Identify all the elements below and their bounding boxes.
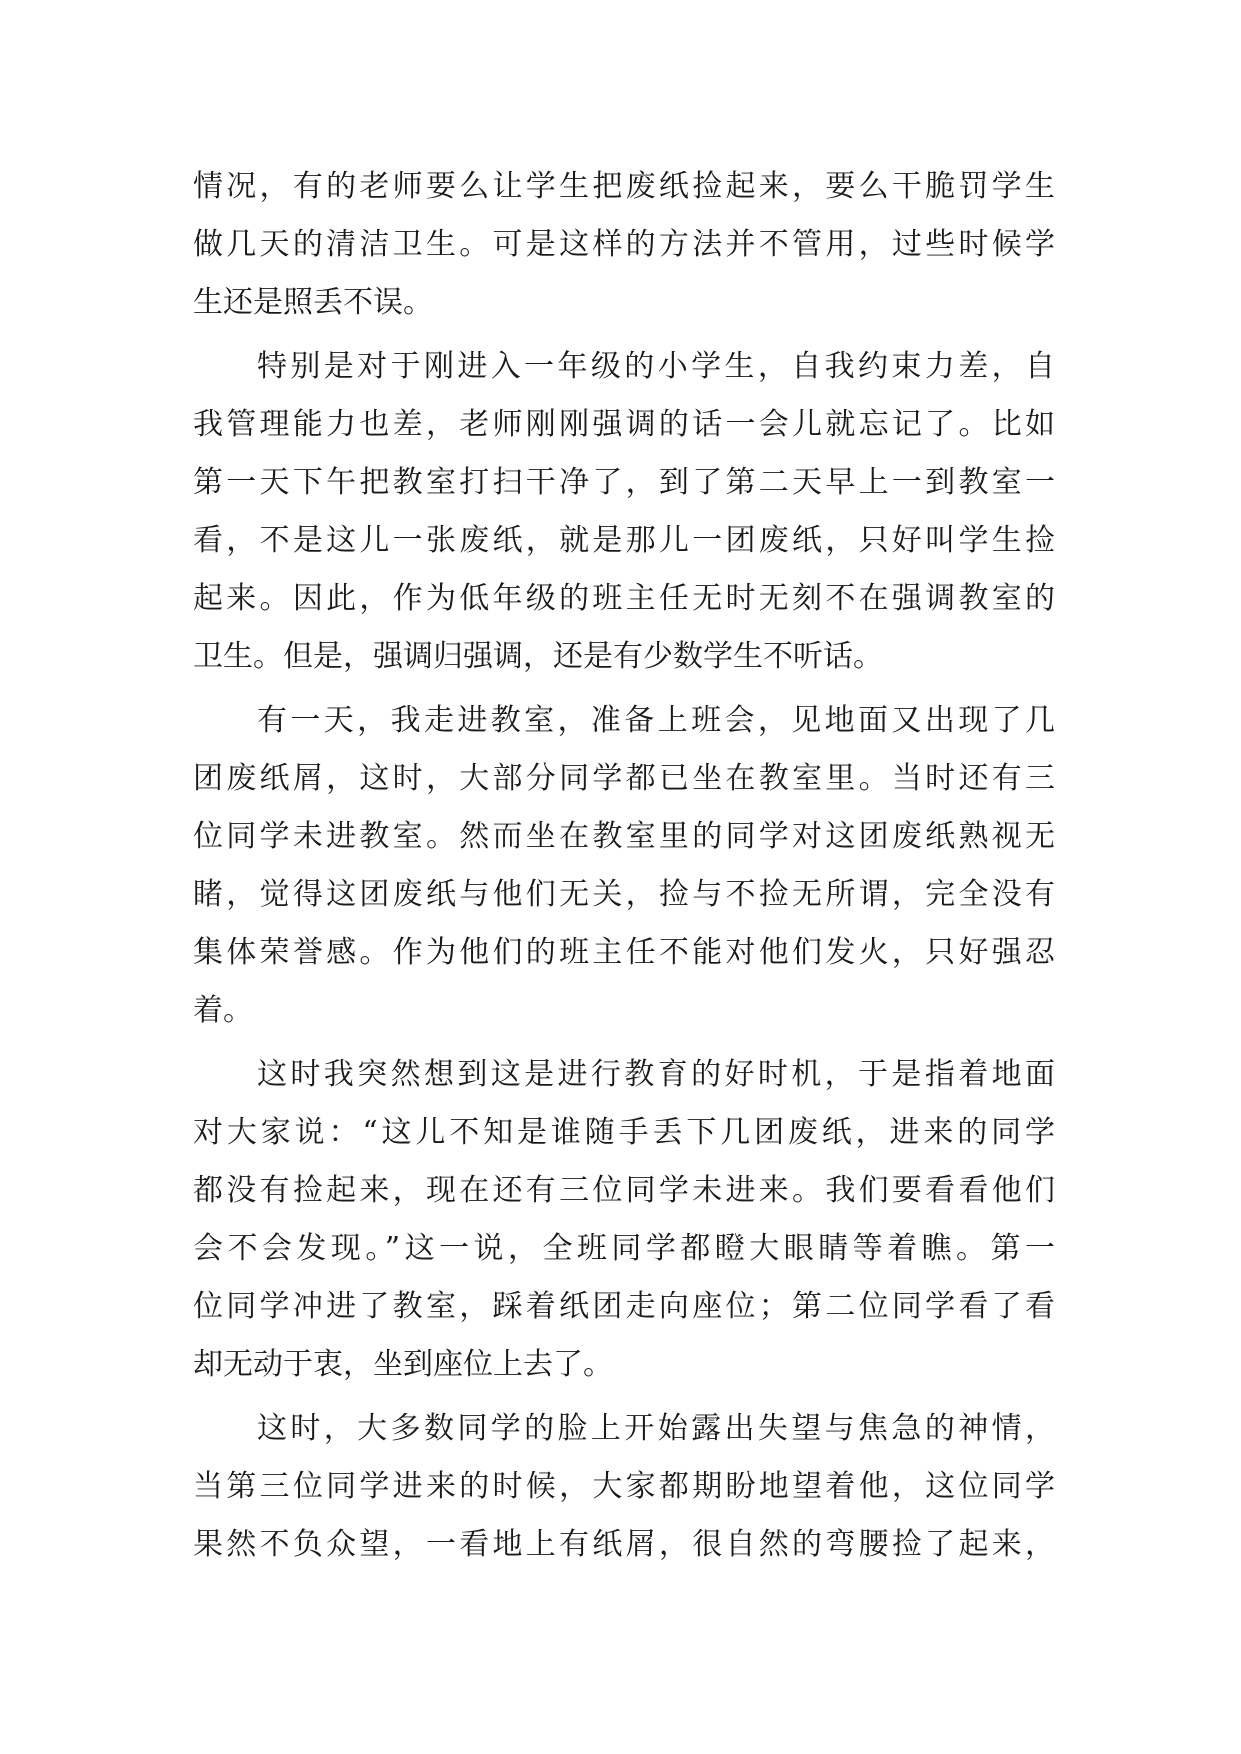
text-line: 着。: [193, 993, 253, 1028]
paragraph: [193, 338, 1055, 686]
text-line: 对大家说：“这儿不知是谁随手丢下几团废纸，进来的同学: [193, 1115, 1055, 1150]
paragraph: [193, 1046, 1055, 1394]
text-line: 位同学未进教室。然而坐在教室里的同学对这团废纸熟视无: [193, 819, 1055, 854]
text-line: 果然不负众望，一看地上有纸屑，很自然的弯腰捡了起来，: [193, 1527, 1055, 1562]
paragraph: [193, 692, 1055, 1040]
text-line: 有一天，我走进教室，准备上班会，见地面又出现了几: [257, 703, 1055, 738]
text-line: 这时，大多数同学的脸上开始露出失望与焦急的神情，: [257, 1411, 1055, 1446]
paragraph: [193, 158, 1055, 332]
document-body: [193, 158, 1055, 1574]
text-line: 位同学冲进了教室，踩着纸团走向座位；第二位同学看了看: [193, 1289, 1055, 1324]
text-line: 起来。因此，作为低年级的班主任无时无刻不在强调教室的: [193, 581, 1055, 616]
text-line: 做几天的清洁卫生。可是这样的方法并不管用，过些时候学: [193, 227, 1055, 262]
text-line: 我管理能力也差，老师刚刚强调的话一会儿就忘记了。比如: [193, 407, 1055, 442]
text-line: 情况，有的老师要么让学生把废纸捡起来，要么干脆罚学生: [193, 169, 1055, 204]
text-line: 都没有捡起来，现在还有三位同学未进来。我们要看看他们: [193, 1173, 1055, 1208]
text-line: 当第三位同学进来的时候，大家都期盼地望着他，这位同学: [193, 1469, 1055, 1504]
paragraph: [193, 1400, 1055, 1574]
text-line: 卫生。但是，强调归强调，还是有少数学生不听话。: [193, 639, 883, 674]
text-line: 特别是对于刚进入一年级的小学生，自我约束力差，自: [257, 349, 1055, 384]
text-line: 这时我突然想到这是进行教育的好时机，于是指着地面: [257, 1057, 1055, 1092]
text-line: 会不会发现。”这一说，全班同学都瞪大眼睛等着瞧。第一: [193, 1231, 1055, 1266]
text-line: 团废纸屑，这时，大部分同学都已坐在教室里。当时还有三: [193, 761, 1055, 796]
text-line: 集体荣誉感。作为他们的班主任不能对他们发火，只好强忍: [193, 935, 1055, 970]
text-line: 生还是照丢不误。: [193, 285, 433, 320]
text-line: 却无动于衷，坐到座位上去了。: [193, 1347, 613, 1382]
text-line: 睹，觉得这团废纸与他们无关，捡与不捡无所谓，完全没有: [193, 877, 1055, 912]
text-line: 第一天下午把教室打扫干净了，到了第二天早上一到教室一: [193, 465, 1055, 500]
text-line: 看，不是这儿一张废纸，就是那儿一团废纸，只好叫学生捡: [193, 523, 1055, 558]
